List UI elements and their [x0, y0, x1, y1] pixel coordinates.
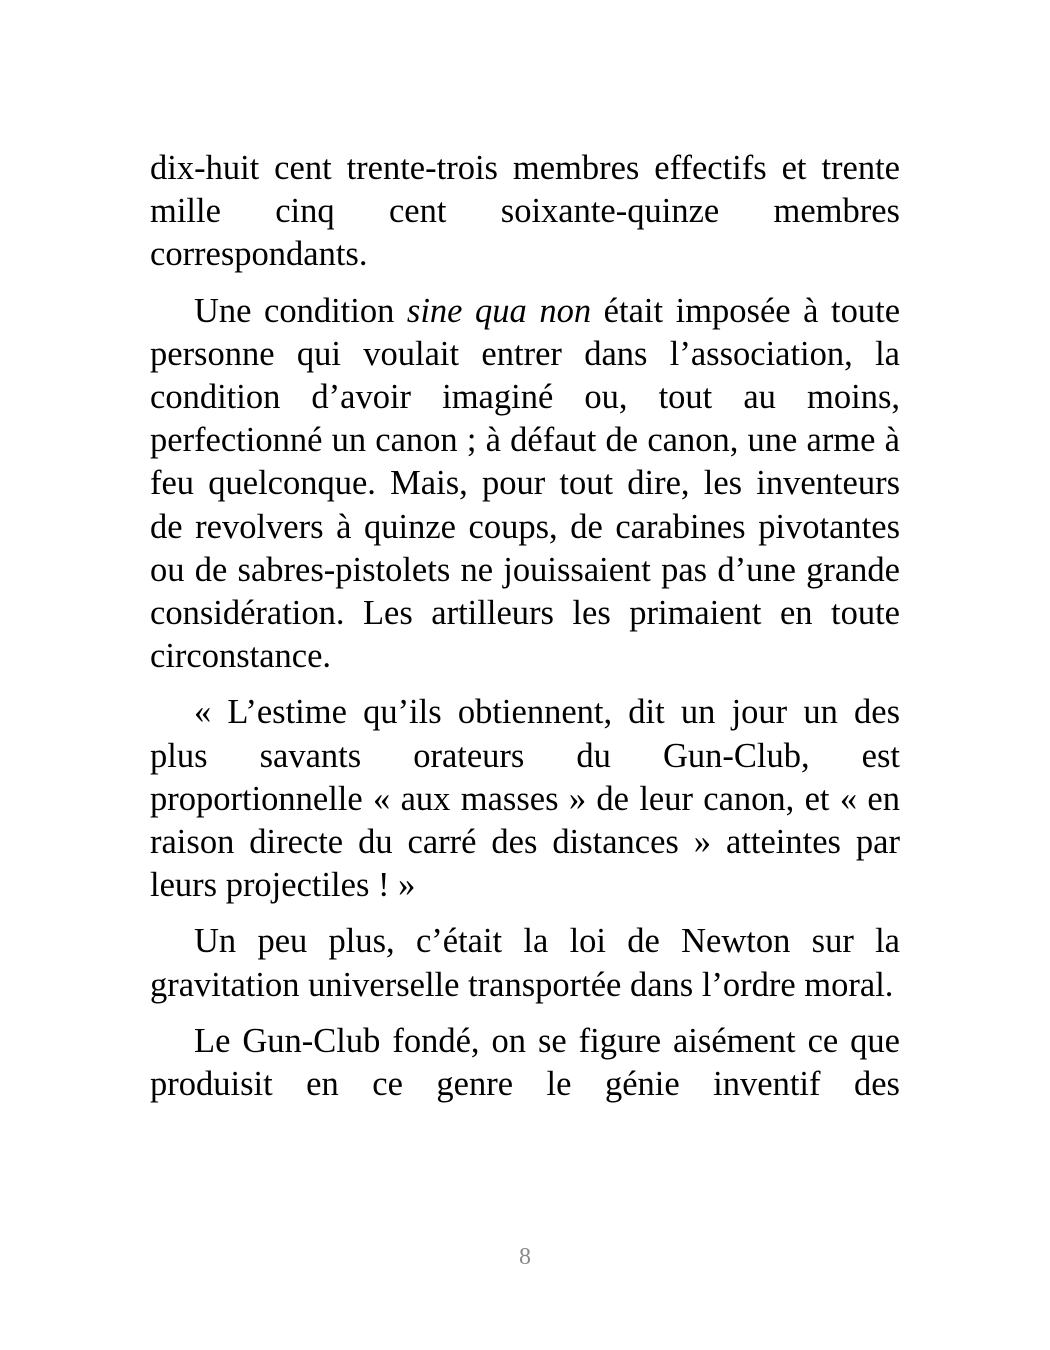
page-number: 8	[519, 1244, 531, 1270]
body-text	[150, 147, 900, 1119]
italic-phrase: sine qua non	[406, 291, 592, 330]
paragraph-quote	[150, 691, 900, 907]
paragraph-text: Un peu plus, c’était la loi de Newton sur la gravitation universelle transportée dans l’ordre moral.	[150, 922, 900, 1004]
paragraph-text: Une condition	[194, 291, 407, 330]
paragraph-text: « L’estime qu’ils obtiennent, dit un jour un des plus savants orateurs du Gun-Club, est proportionnelle « aux masses » de leur canon, et « en raison directe du carré des distances » atteintes par leurs projectiles ! »	[150, 693, 900, 905]
paragraph-gun-club	[150, 1020, 900, 1106]
paragraph-text: dix-huit cent trente-trois membres effectifs et trente mille cinq cent soixante-quinze membres correspondants.	[150, 149, 900, 274]
paragraph-text: était imposée à toute personne qui voulait entrer dans l’association, la condition d’avoir imaginé ou, tout au moins, perfectionné un canon ; à défaut de canon, une arme à feu quelconque. Mais, pour tout dire, les inventeurs de revolvers à quinze coups, de carabines pivotantes ou de sabres-pistolets ne jouissaient pas d’une grande considération. Les artilleurs les primaient en toute circonstance.	[150, 291, 901, 676]
paragraph-newton	[150, 920, 900, 1006]
paragraph-condition	[150, 290, 900, 679]
paragraph-text: Le Gun-Club fondé, on se figure aisément ce que produisit en ce genre le génie inventif des	[150, 1021, 900, 1104]
paragraph-continuation	[150, 147, 900, 277]
